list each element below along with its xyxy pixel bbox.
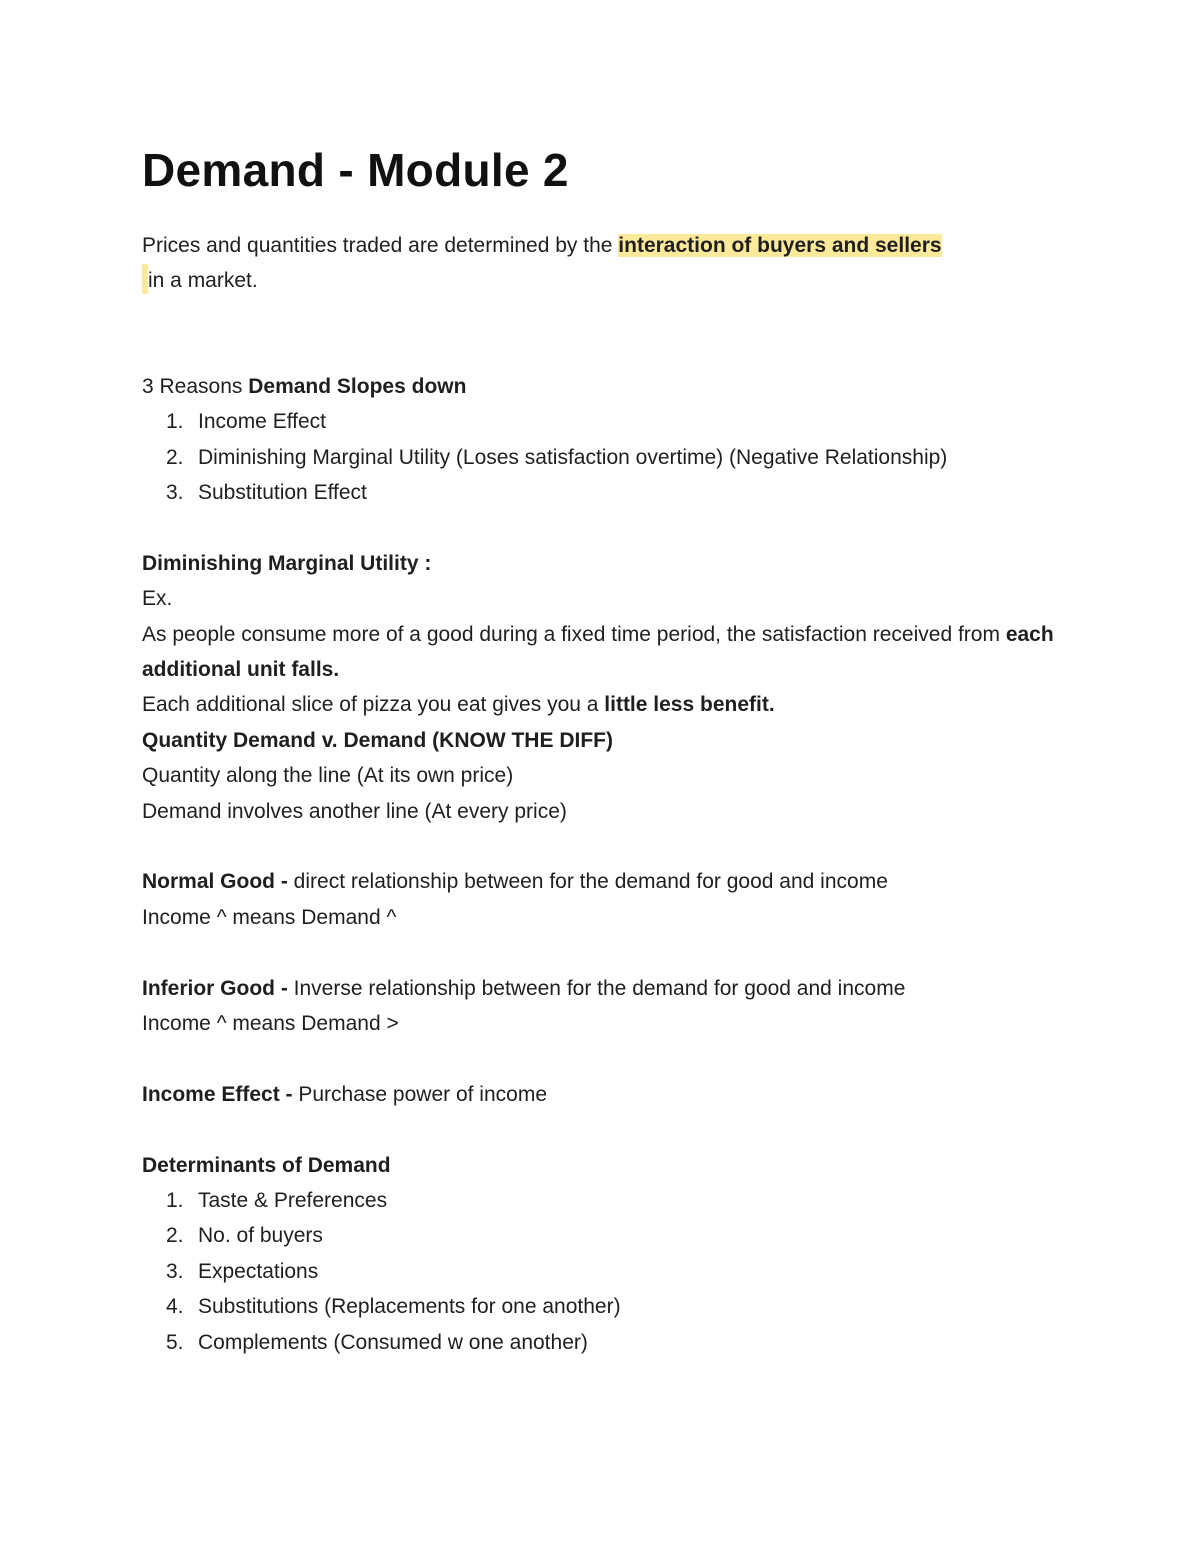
list-text: Expectations [198,1259,319,1283]
dmu-line2 [142,687,1082,722]
highlighted-phrase: interaction of buyers and sellers [618,234,942,257]
list-text: Complements (Consumed w one another) [198,1330,588,1354]
qd-line2: Demand involves another line (At every price) [142,799,567,823]
list-text: Substitution Effect [198,481,367,505]
list-text: Substitutions (Replacements for one another) [198,1295,621,1319]
list-item [142,475,1082,510]
dmu-heading [142,546,1082,581]
list-text: Diminishing Marginal Utility (Loses satisfaction overtime) (Negative Relationship) [198,445,948,469]
list-item [142,1254,1082,1289]
income-effect-text: Purchase power of income [298,1082,548,1106]
spacer [142,510,1082,545]
reasons-heading [142,369,1082,404]
income-effect-def [142,1077,1082,1112]
spacer [142,1112,1082,1147]
list-number: 5. [166,1330,184,1354]
normal-good-text: direct relationship between for the demand for good and income [293,870,888,894]
list-item [142,1183,1082,1218]
income-effect-term: Income Effect - [142,1082,299,1106]
normal-good-def [142,864,1082,899]
inferior-good-text: Inverse relationship between for the demand for good and income [293,976,906,1000]
reasons-list [142,404,1082,510]
list-item [142,1289,1082,1324]
inferior-good-line2: Income ^ means Demand > [142,1012,399,1036]
normal-good-line2: Income ^ means Demand ^ [142,905,397,929]
document-page [142,140,1082,1360]
intro-text-end: in a market. [148,269,258,293]
list-number: 3. [166,481,184,505]
intro-text: Prices and quantities traded are determined by the [142,234,619,257]
reasons-prefix: 3 Reasons [142,374,249,398]
inferior-good-term: Inferior Good - [142,976,294,1000]
dmu-line2-bold: little less benefit. [604,693,775,717]
spacer [142,1041,1082,1076]
list-item [142,404,1082,439]
list-item [142,440,1082,475]
list-number: 1. [166,1189,184,1213]
dmu-line2-text: Each additional slice of pizza you eat gives you a [142,693,605,717]
list-number: 2. [166,445,184,469]
list-number: 3. [166,1259,184,1283]
page-title: Demand - Module 2 [142,144,569,196]
spacer [142,829,1082,864]
dmu-heading-text: Diminishing Marginal Utility : [142,551,432,575]
determinants-heading-text: Determinants of Demand [142,1153,391,1177]
list-item [142,1218,1082,1253]
list-text: Income Effect [198,410,327,434]
dmu-line1 [142,617,1082,688]
dmu-line1-bold: each additional unit falls. [142,622,1054,682]
list-text: No. of buyers [198,1224,323,1248]
determinants-list [142,1183,1082,1360]
list-item [142,1325,1082,1360]
list-number: 2. [166,1224,184,1248]
dmu-line1-text: As people consume more of a good during a fixed time period, the satisfaction received from [142,622,1006,646]
normal-good-term: Normal Good - [142,870,294,894]
dmu-ex: Ex. [142,587,173,611]
reasons-bold: Demand Slopes down [248,374,467,398]
inferior-good-def [142,971,1082,1006]
qd-heading-text: Quantity Demand v. Demand (KNOW THE DIFF) [142,728,613,752]
list-number: 1. [166,410,184,434]
qd-line1: Quantity along the line (At its own price) [142,764,514,788]
spacer [142,299,1082,369]
list-number: 4. [166,1295,184,1319]
spacer [142,935,1082,970]
determinants-heading [142,1148,1082,1183]
list-text: Taste & Preferences [198,1189,388,1213]
qd-heading [142,723,1082,758]
intro-paragraph [142,228,1082,299]
